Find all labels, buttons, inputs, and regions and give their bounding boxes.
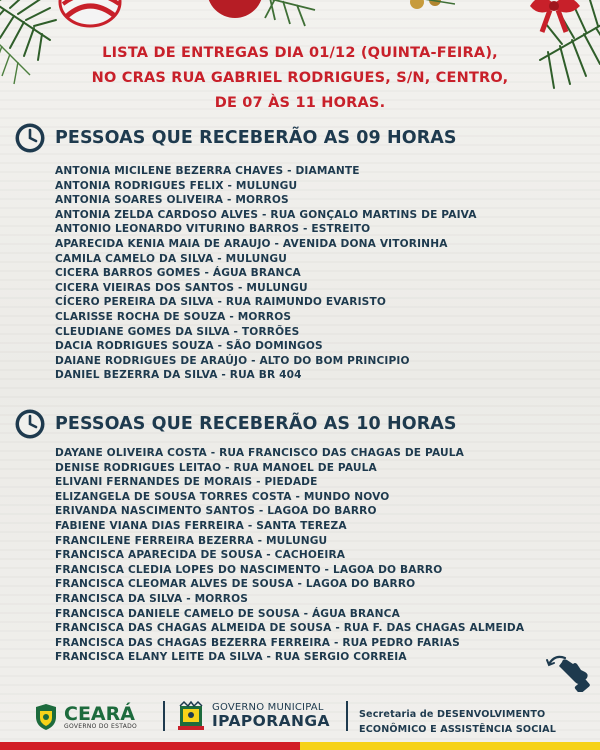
list-item: FRANCISCA DA SILVA - MORROS — [55, 592, 249, 605]
list-item: FRANCISCA APARECIDA DE SOUSA - CACHOEIRA — [55, 549, 346, 562]
footer-logos — [0, 690, 600, 742]
secretaria-line-1: Secretaria de DESENVOLVIMENTO — [359, 709, 546, 720]
list-item: DENISE RODRIGUES LEITAO - RUA MANOEL DE PAULA — [55, 461, 377, 474]
list-item: FRANCISCA DANIELE CAMELO DE SOUSA - ÁGUA BRANCA — [55, 607, 400, 620]
section-09-heading — [14, 122, 457, 154]
section-10-title: PESSOAS QUE RECEBERÃO AS 10 HORAS — [55, 414, 457, 434]
list-item: FRANCISCA DAS CHAGAS ALMEIDA DE SOUSA - RUA F. DAS CHAGAS ALMEIDA — [55, 622, 525, 635]
list-item: FRANCISCA CLEOMAR ALVES DE SOUSA - LAGOA DO BARRO — [55, 578, 416, 591]
christmas-ornament-stripe-decoration — [55, 0, 125, 34]
stripe-yellow — [300, 742, 600, 750]
list-item: CICERA VIEIRAS DOS SANTOS - MULUNGU — [55, 281, 308, 294]
swipe-hand-icon[interactable] — [545, 652, 591, 692]
ipaporanga-wordmark: IPAPORANGA — [212, 712, 330, 730]
christmas-bow-decoration — [520, 0, 590, 38]
list-item: FABIENE VIANA DIAS FERREIRA - SANTA TEREZA — [55, 519, 347, 532]
pine-branch-center-decoration — [255, 0, 325, 30]
clock-icon — [14, 122, 46, 154]
list-item: APARECIDA KENIA MAIA DE ARAUJO - AVENIDA DONA VITORINHA — [55, 237, 448, 250]
header-line-1: LISTA DE ENTREGAS DIA 01/12 (QUINTA-FEIRA), — [102, 45, 498, 61]
secretaria-label — [359, 707, 556, 737]
list-item: ANTONIA SOARES OLIVEIRA - MORROS — [55, 194, 289, 207]
section-09-title: PESSOAS QUE RECEBERÃO AS 09 HORAS — [55, 128, 457, 148]
list-item: CICERA BARROS GOMES - ÁGUA BRANCA — [55, 267, 301, 280]
list-item: ELIZANGELA DE SOUSA TORRES COSTA - MUNDO NOVO — [55, 490, 390, 503]
header-line-3: DE 07 ÀS 11 HORAS. — [214, 95, 386, 111]
footer-color-stripe — [0, 742, 600, 750]
ceara-logo — [34, 703, 137, 731]
ceara-wordmark: CEARÁ — [64, 702, 135, 725]
list-item: ANTONIO LEONARDO VITURINO BARROS - ESTREITO — [55, 223, 371, 236]
list-item: ANTONIA ZELDA CARDOSO ALVES - RUA GONÇALO MARTINS DE PAIVA — [55, 208, 477, 221]
list-item: CÍCERO PEREIRA DA SILVA - RUA RAIMUNDO EVARISTO — [55, 296, 386, 309]
ceara-shield-icon — [34, 703, 58, 731]
delivery-header — [0, 41, 600, 116]
gold-ornament-decoration — [405, 0, 455, 18]
list-item: ANTONIA RODRIGUES FELIX - MULUNGU — [55, 179, 298, 192]
gov-municipal-label: GOVERNO MUNICIPAL — [212, 702, 324, 713]
ipaporanga-crest-icon — [176, 700, 206, 732]
list-item: DANIEL BEZERRA DA SILVA - RUA BR 404 — [55, 369, 302, 382]
section-10-heading — [14, 408, 457, 440]
names-list-09 — [55, 164, 477, 383]
footer-divider — [163, 701, 165, 731]
list-item: FRANCILENE FERREIRA BEZERRA - MULUNGU — [55, 534, 328, 547]
stripe-red — [0, 742, 300, 750]
secretaria-line-2: ECONÔMICO E ASSISTÊNCIA SOCIAL — [359, 724, 556, 735]
list-item: FRANCISCA CLEDIA LOPES DO NASCIMENTO - LAGOA DO BARRO — [55, 563, 443, 576]
list-item: DAIANE RODRIGUES DE ARAÚJO - ALTO DO BOM PRINCIPIO — [55, 354, 410, 367]
list-item: DACIA RODRIGUES SOUZA - SÃO DOMINGOS — [55, 340, 323, 353]
list-item: FRANCISCA DAS CHAGAS BEZERRA FERREIRA - RUA PEDRO FARIAS — [55, 636, 460, 649]
clock-icon — [14, 408, 46, 440]
header-line-2: NO CRAS RUA GABRIEL RODRIGUES, S/N, CENTRO, — [91, 70, 509, 86]
ceara-subtitle: GOVERNO DO ESTADO — [64, 722, 138, 730]
list-item: CLEUDIANE GOMES DA SILVA - TORRÕES — [55, 325, 300, 338]
footer-divider — [346, 701, 348, 731]
list-item: ERIVANDA NASCIMENTO SANTOS - LAGOA DO BARRO — [55, 505, 377, 518]
list-item: FRANCISCA ELANY LEITE DA SILVA - RUA SERGIO CORREIA — [55, 651, 407, 664]
list-item: ELIVANI FERNANDES DE MORAIS - PIEDADE — [55, 476, 318, 489]
list-item: CAMILA CAMELO DA SILVA - MULUNGU — [55, 252, 287, 265]
list-item: CLARISSE ROCHA DE SOUZA - MORROS — [55, 310, 292, 323]
list-item: DAYANE OLIVEIRA COSTA - RUA FRANCISCO DAS CHAGAS DE PAULA — [55, 447, 464, 459]
ipaporanga-logo — [176, 700, 330, 732]
list-item: ANTONIA MICILENE BEZERRA CHAVES - DIAMANTE — [55, 165, 360, 177]
names-list-10 — [55, 446, 524, 665]
